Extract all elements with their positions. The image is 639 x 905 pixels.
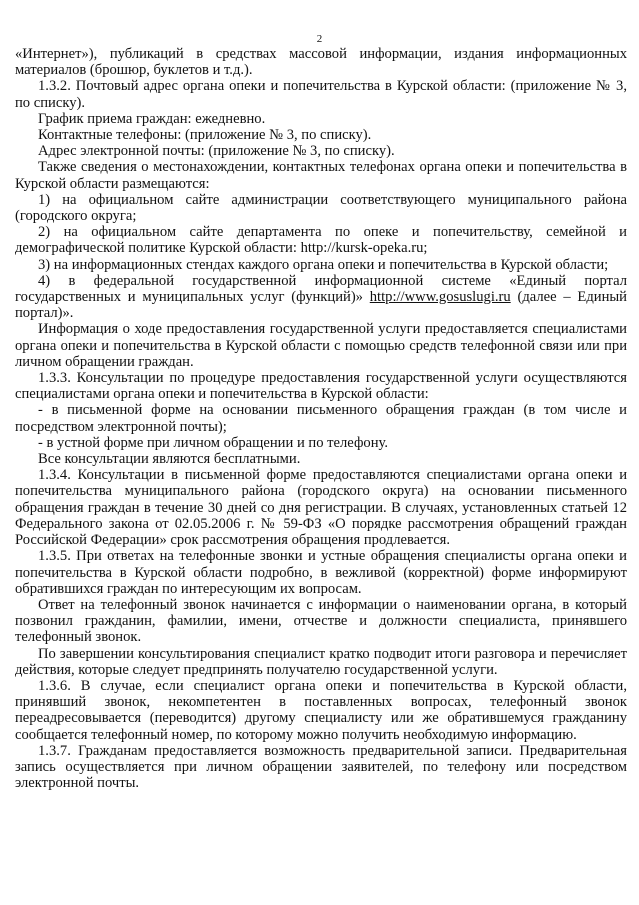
paragraph-1-3-5-phone-answers: 1.3.5. При ответах на телефонные звонки и устные обращения специалисты органа опеки и попечительства в Курской области подробно, в вежливой (корректной) форме информируют обратившихся граждан по интересующим их вопросам.: [15, 548, 627, 597]
list-item-info-stands: 3) на информационных стендах каждого органа опеки и попечительства в Курской области;: [38, 256, 609, 273]
list-item-written-form: - в письменной форме на основании письменного обращения граждан (в том числе и посредством электронной почты);: [15, 402, 627, 435]
paragraph-free-consultations: Все консультации являются бесплатными.: [38, 451, 301, 468]
paragraph-info-placement: Также сведения о местонахождении, контактных телефонах органа опеки и попечительства в Курской области размещаются:: [15, 159, 627, 192]
paragraph-1-3-3-consultations: 1.3.3. Консультации по процедуре предоставления государственной услуги осуществляются специалистами органа опеки и попечительства в Курской области:: [15, 370, 627, 403]
unified-portal-text-end: (далее – Единый портал)».: [15, 289, 627, 322]
paragraph-1-3-6-call-redirect: 1.3.6. В случае, если специалист органа опеки и попечительства в Курской области, принявший звонок, некомпетентен в поставленных вопросах, телефонный звонок переадресовывается (переводится) другому специалисту или же обратившемуся гражданину сообщается телефонный номер, по которому можно получить необходимую информацию.: [15, 677, 627, 743]
paragraph-internet-publications: «Интернет»), публикаций в средствах массовой информации, издания информационных материалов (брошюр, буклетов и т.д.).: [15, 46, 627, 79]
paragraph-progress-info: Информация о ходе предоставления государственной услуги предоставляется специалистами органа опеки и попечительства в Курской области с помощью средств телефонной связи или при личном обращении граждан.: [15, 321, 627, 370]
paragraph-consultation-summary: По завершении консультирования специалист кратко подводит итоги разговора и перечисляет действия, которые следует предпринять получателю государственной услуги.: [15, 645, 627, 678]
unified-portal-text: 4) в федеральной государственной информационной системе «Единый портал государственных и муниципальных услуг (функций)»: [15, 272, 627, 306]
gosuslugi-link[interactable]: http://www.gosuslugi.ru: [369, 289, 511, 306]
list-item-municipal-site: 1) на официальном сайте администрации соответствующего муниципального района (городского округа;: [15, 191, 627, 225]
paragraph-email-address: Адрес электронной почты: (приложение № 3, по списку).: [38, 143, 395, 160]
paragraph-phone-answer-start: Ответ на телефонный звонок начинается с информации о наименовании органа, в который позвонил гражданин, фамилии, имени, отчестве и должности специалиста, принявшего телефонный звонок.: [15, 596, 627, 646]
paragraph-1-3-4-written-consultations: 1.3.4. Консультации в письменной форме предоставляются специалистами органа опеки и попечительства муниципального района (городского округа) на основании письменного обращения граждан в течение 30 дней со дня регистрации. В случаях, установленных статьей 12 Федерального закона от 02.05.2006 г. № 59-ФЗ «О порядке рассмотрения обращений граждан Российской Федерации» срок рассмотрения обращения продлевается.: [15, 467, 627, 549]
document-body: [15, 46, 627, 791]
page-number: 2: [316, 33, 323, 45]
list-item-oral-form: - в устной форме при личном обращении и по телефону.: [38, 434, 389, 451]
paragraph-reception-schedule: График приема граждан: ежедневно.: [38, 110, 266, 127]
paragraph-1-3-7-preregistration: 1.3.7. Гражданам предоставляется возможность предварительной записи. Предварительная запись осуществляется при личном обращении заявителей, по телефону или посредством электронной почты.: [15, 742, 627, 792]
list-item-unified-portal: [15, 273, 627, 322]
paragraph-1-3-2-postal-address: 1.3.2. Почтовый адрес органа опеки и попечительства в Курской области: (приложение № 3, по списку).: [15, 78, 627, 111]
paragraph-contact-phones: Контактные телефоны: (приложение № 3, по списку).: [38, 127, 372, 144]
list-item-department-site: 2) на официальном сайте департамента по опеке и попечительству, семейной и демографической политике Курской области: http://kursk-opeka.ru;: [15, 224, 627, 257]
